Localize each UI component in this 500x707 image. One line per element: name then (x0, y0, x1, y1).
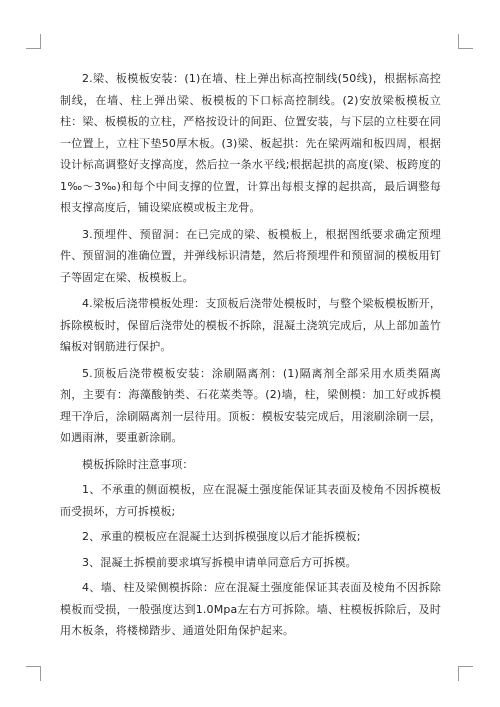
paragraph-release-agent: 5.顶板后浇带模板安装：涂刷隔离剂：(1)隔离剂全部采用水质类隔离剂，主要有：海藻酸钠类、石花菜类等。(2)墙，柱，梁侧模：加工好或拆模理干净后，涂刷隔离剂一层待用。顶板：模板安装完成后，用滚刷涂刷一层，如遇雨淋，要重新涂刷。 (60, 366, 441, 444)
document-body (60, 68, 441, 646)
list-item: 4、墙、柱及梁侧模拆除：应在混凝土强度能保证其表面及棱角不因拆除模板而受损，一般强度达到1.0Mpa左右方可拆除。墙、柱模板拆除后，及时用木板条，将楼梯踏步、通道处阳角保护起来。 (60, 581, 441, 637)
paragraph-removal-notes-heading: 模板拆除时注意事项： (82, 457, 194, 471)
list-item: 3、混凝土拆模前要求填写拆模申请单同意后方可拆模。 (82, 555, 357, 569)
crop-mark-top-right (458, 34, 473, 49)
crop-mark-bottom-left (26, 666, 41, 681)
crop-mark-top-left (26, 34, 41, 49)
paragraph-beam-slab-formwork: 2.梁、板模板安装：(1)在墙、柱上弹出标高控制线(50线)，根据标高控制线，在墙、柱上弹出梁、板模板的下口标高控制线。(2)安放梁板模板立柱：梁、板模板的立柱，严格按设计的间距、位置安装，与下层的立柱要在同一位置上，立柱下垫50厚木板。(3)梁、板起拱：先在梁两端和板四周，根据设计标高调整好支撑高度，然后拉一条水平线;根据起拱的高度(梁、板跨度的1‰～3‰)和每个中间支撑的位置，计算出每根支撑的起拱高，最后调整每根支撑高度后，铺设梁底模或板主龙骨。 (60, 72, 441, 214)
list-item: 1、不承重的侧面模板，应在混凝土强度能保证其表面及棱角不因拆模板而受损坏，方可拆模板; (60, 483, 441, 518)
list-item: 2、承重的模板应在混凝土达到拆模强度以后才能拆模板; (82, 530, 361, 543)
paragraph-embedded-parts: 3.预埋件、预留洞：在已完成的梁、板模板上，根据图纸要求确定预埋件、预留洞的准确位置，并弹线标识清楚，然后将预埋件和预留洞的模板用钉子等固定在梁、板模板上。 (60, 227, 441, 284)
crop-mark-bottom-right (458, 666, 473, 681)
paragraph-post-pour-strip: 4.梁板后浇带模板处理：支顶板后浇带处模板时，与整个梁板模板断开，拆除模板时，保留后浇带处的模板不拆除，混凝土浇筑完成后，从上部加盖竹编板对钢筋进行保护。 (60, 297, 441, 353)
